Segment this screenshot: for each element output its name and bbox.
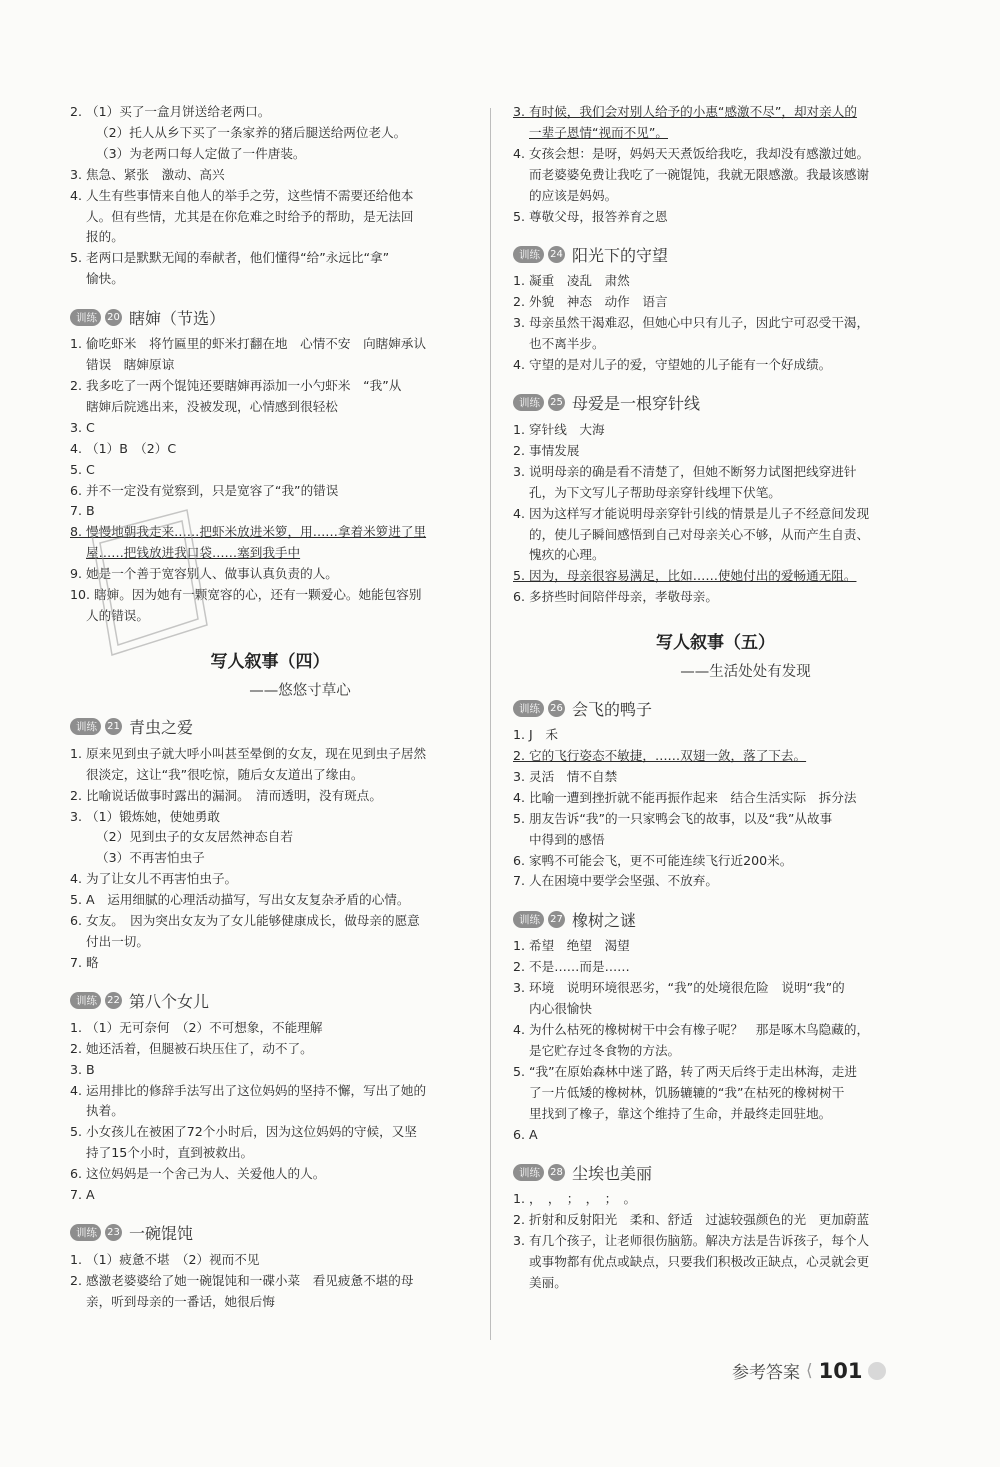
answer-text: 了一片低矮的橡树林，饥肠辘辘的“我”在枯死的橡树树干 [529, 1084, 845, 1100]
answer-line [70, 1122, 470, 1143]
answer-line [70, 1250, 470, 1271]
section-title: 会飞的鸭子 [572, 699, 653, 719]
answer-text: 里找到了橡子，靠这个维持了生命，并最终走回驻地。 [529, 1105, 832, 1121]
answer-text: 1. 希望 绝望 渴望 [513, 938, 630, 954]
answer-text: 2. （1）买了一盒月饼送给老两口。 [70, 104, 271, 119]
training-badge: 训练 [513, 246, 544, 263]
answer-line [513, 207, 918, 228]
answer-text: 或事物都有优点或缺点，只要我们积极改正缺点，心灵就会更 [529, 1254, 870, 1270]
answer-line [70, 911, 470, 932]
answer-line [70, 869, 470, 890]
answer-line [513, 566, 918, 587]
answer-line [70, 1164, 470, 1185]
answer-line [513, 165, 918, 186]
answer-text: （2）托人从乡下买了一条家养的猪后腿送给两位老人。 [96, 124, 407, 140]
answer-text: 3. C [70, 419, 95, 435]
answer-text: 2. 比喻说话做事时露出的漏洞。 清而透明，没有斑点。 [70, 787, 382, 803]
exercise-number: 21 [105, 718, 122, 735]
training-badge: 训练 [513, 911, 544, 928]
answer-line [513, 483, 918, 504]
answer-text: 6. 女友。 因为突出女友为了女儿能够健康成长，做母亲的愿意 [70, 913, 420, 929]
section-header [513, 697, 918, 719]
page-number: 101 [818, 1358, 863, 1383]
answer-line [513, 420, 918, 441]
answer-text: 6. 家鸭不可能会飞，更不可能连续飞行近200米。 [513, 852, 793, 868]
answer-line [70, 932, 470, 953]
answer-line [70, 501, 470, 522]
answer-line [513, 1189, 918, 1210]
answer-line [70, 953, 470, 974]
answer-text: 屋……把钱放进我口袋……塞到我手中 [86, 545, 301, 561]
answer-text: 1. 穿针线 大海 [513, 421, 605, 437]
answer-text: 愉快。 [86, 271, 124, 287]
answer-line [513, 788, 918, 809]
answer-line [70, 227, 470, 248]
answer-line [70, 376, 470, 397]
answer-text: 4. 运用排比的修辞手法写出了这位妈妈的坚持不懈，写出了她的 [70, 1082, 427, 1098]
footer-label: 参考答案 [732, 1363, 800, 1383]
answer-line [70, 102, 470, 123]
answer-line [513, 292, 918, 313]
training-badge: 训练 [513, 700, 544, 717]
section-header [70, 1222, 470, 1244]
answer-text: 7. A [70, 1187, 95, 1203]
section-header [70, 306, 470, 328]
answer-line [70, 585, 470, 606]
answer-line [513, 504, 918, 525]
answer-text: 1. 偷吃虾米 将竹匾里的虾米打翻在地 心情不安 向瞎婶承认 [70, 336, 427, 352]
answer-text: 3. 有时候，我们会对别人给予的小惠“感激不尽”，却对亲人的 [513, 104, 857, 119]
answer-line [70, 543, 470, 564]
answer-line [513, 1210, 918, 1231]
answer-text: 2. 不是……而是…… [513, 959, 630, 975]
exercise-number: 20 [105, 309, 122, 326]
answer-text: 4. 人生有些事情来自他人的举手之劳，这些情不需要还给他本 [70, 187, 414, 203]
answer-text: 3. B [70, 1061, 95, 1077]
answer-text: 孔，为下文写儿子帮助母亲穿针线埋下伏笔。 [529, 484, 781, 500]
answer-text: 5. 因为，母亲很容易满足，比如……使她付出的爱畅通无阻。 [513, 568, 857, 584]
unit-heading [513, 628, 918, 681]
answer-text: 3. 说明母亲的确是看不清楚了，但她不断努力试图把线穿进针 [513, 463, 857, 479]
answer-line [513, 936, 918, 957]
answer-text: 5. C [70, 461, 95, 477]
answer-line [70, 165, 470, 186]
answer-line [70, 765, 470, 786]
answer-text: 是它贮存过冬食物的方法。 [529, 1042, 681, 1058]
answer-line [513, 545, 918, 566]
answer-text: 也不离半步。 [529, 336, 605, 352]
section-title: 阳光下的守望 [572, 245, 669, 265]
answer-line [70, 334, 470, 355]
answer-text: 持了15个小时，直到被救出。 [86, 1145, 254, 1161]
exercise-number: 24 [548, 246, 565, 263]
training-badge: 训练 [70, 718, 101, 735]
section-header [513, 908, 918, 930]
answer-line [70, 1039, 470, 1060]
answer-text: 错误 瞎婶原谅 [86, 357, 175, 373]
section-title: 尘埃也美丽 [572, 1163, 653, 1183]
answer-line [513, 123, 918, 144]
answer-text: 人。但有些情，尤其是在你危难之时给予的帮助，是无法回 [86, 208, 414, 224]
answer-text: 报的。 [86, 229, 124, 245]
answer-text: （3）不再害怕虫子 [96, 850, 205, 866]
answer-text: 10. 瞎婶。因为她有一颗宽容的心，还有一颗爱心。她能包容别 [70, 587, 422, 603]
answer-text: 一辈子恩情“视而不见”。 [529, 124, 668, 140]
answer-text: 6. 多挤些时间陪伴母亲，孝敬母亲。 [513, 589, 718, 605]
answer-line [513, 313, 918, 334]
training-badge: 训练 [70, 1224, 101, 1241]
answer-line [513, 957, 918, 978]
answer-line [513, 767, 918, 788]
answer-line [70, 744, 470, 765]
answer-text: （2）见到虫子的女友居然神态自若 [96, 829, 293, 845]
exercise-number: 28 [548, 1164, 565, 1181]
answer-line [513, 102, 918, 123]
answer-line [513, 1041, 918, 1062]
unit-subtitle: ——生活处处有发现 [680, 664, 811, 681]
answer-text: 美丽。 [529, 1275, 567, 1291]
answer-text: 愧疚的心理。 [529, 547, 605, 563]
answer-text: 2. 外貌 神态 动作 语言 [513, 294, 668, 310]
answer-text: 1. 凝重 凌乱 肃然 [513, 273, 630, 289]
answer-text: 瞎婶后院逃出来，没被发现，心情感到很轻松 [86, 398, 338, 414]
answer-text: 3. 焦急、紧张 激动、高兴 [70, 166, 225, 182]
answer-text: 1. ， ， ； ， ； 。 [513, 1191, 637, 1207]
answer-text: 人的错误。 [86, 607, 149, 623]
answer-text: 1. （1）疲惫不堪 （2）视而不见 [70, 1251, 260, 1267]
answer-text: 而老婆婆免费让我吃了一碗馄饨，我就无限感激。我最该感谢 [529, 166, 870, 182]
answer-text: 4. 守望的是对儿子的爱，守望她的儿子能有一个好成绩。 [513, 357, 832, 373]
answer-line [513, 999, 918, 1020]
answer-text: 很淡定，这让“我”很吃惊，随后女友道出了缘由。 [86, 766, 364, 782]
left-column [70, 102, 470, 1313]
answer-text: 5. “我”在原始森林中迷了路，转了两天后终于走出林海，走进 [513, 1063, 857, 1079]
answer-line [70, 1292, 470, 1313]
answer-text: 2. 我多吃了一两个馄饨还要瞎婶再添加一小勺虾米 “我”从 [70, 377, 402, 393]
answer-text: 5. A 运用细腻的心理活动描写，写出女友复杂矛盾的心情。 [70, 892, 410, 908]
answer-line [513, 1104, 918, 1125]
answer-line [513, 978, 918, 999]
answer-text: 2. 折射和反射阳光 柔和、舒适 过滤较强颜色的光 更加蔚蓝 [513, 1212, 870, 1228]
answer-text: 8. 慢慢地朝我走来……把虾米放进米箩，用……拿着米箩进了里 [70, 524, 427, 540]
answer-text: 付出一切。 [86, 934, 149, 949]
exercise-number: 26 [548, 700, 565, 717]
answer-line [70, 1018, 470, 1039]
answer-text: 2. 她还活着，但腿被石块压住了，动不了。 [70, 1040, 313, 1056]
right-column [513, 102, 918, 1294]
training-badge: 训练 [70, 309, 101, 326]
answer-line [70, 564, 470, 585]
answer-text: （3）为老两口每人定做了一件唐装。 [96, 145, 306, 161]
answer-text: 6. A [513, 1126, 538, 1142]
answer-line [513, 1231, 918, 1252]
answer-text: 内心很愉快 [529, 1001, 592, 1017]
answer-line [513, 587, 918, 608]
answer-text: 4. 比喻一遭到挫折就不能再振作起来 结合生活实际 拆分法 [513, 789, 857, 805]
answer-line [513, 725, 918, 746]
answer-text: 3. 有几个孩子，让老师很伤脑筋。解决方法是告诉孩子，每个人 [513, 1233, 870, 1249]
answer-text: 5. 尊敬父母，报答养育之恩 [513, 208, 668, 224]
answer-text: 7. 略 [70, 954, 99, 970]
unit-title: 写人叙事（五） [656, 633, 775, 654]
unit-subtitle: ——悠悠寸草心 [249, 682, 351, 699]
answer-line [513, 1252, 918, 1273]
section-header [70, 716, 470, 738]
section-header [513, 392, 918, 414]
answer-text: 1. 原来见到虫子就大呼小叫甚至晕倒的女友，现在见到虫子居然 [70, 745, 427, 761]
answer-line [70, 397, 470, 418]
answer-text: 6. 并不一定没有觉察到，只是宽容了“我”的错误 [70, 482, 339, 498]
answer-text: 7. 人在困境中要学会坚强、不放弃。 [513, 873, 718, 889]
section-title: 一碗馄饨 [129, 1224, 194, 1244]
footer-separator: ⟨ [806, 1360, 813, 1381]
section-title: 橡树之谜 [572, 910, 637, 930]
section-header [513, 1161, 918, 1183]
answer-line [70, 123, 470, 144]
answer-text: 4. 女孩会想：是呀，妈妈天天煮饭给我吃，我却没有感激过她。 [513, 145, 870, 161]
answer-line [513, 1020, 918, 1041]
answer-line [70, 481, 470, 502]
answer-line [70, 1271, 470, 1292]
answer-line [513, 186, 918, 207]
answer-line [70, 144, 470, 165]
section-title: 第八个女儿 [129, 992, 210, 1012]
unit-title: 写人叙事（四） [210, 651, 330, 672]
answer-text: 5. 老两口是默默无闻的奉献者，他们懂得“给”永远比“拿” [70, 250, 390, 266]
answer-line [513, 271, 918, 292]
answer-line [70, 1060, 470, 1081]
training-badge: 训练 [70, 992, 101, 1009]
answer-line [70, 890, 470, 911]
answer-line [513, 462, 918, 483]
answer-line [70, 827, 470, 848]
answer-line [513, 871, 918, 892]
answer-line [70, 606, 470, 627]
answer-line [70, 522, 470, 543]
answer-line [70, 848, 470, 869]
page-dot-icon [868, 1362, 886, 1380]
answer-text: 的，使儿子瞬间感悟到自己对母亲关心不够，从而产生自责、 [529, 526, 870, 542]
answer-text: 执着。 [86, 1103, 124, 1119]
answer-text: 4. 因为这样写才能说明母亲穿针引线的情景是儿子不经意间发现 [513, 505, 870, 521]
answer-line [513, 851, 918, 872]
answer-line [513, 809, 918, 830]
answer-line [513, 1125, 918, 1146]
answer-text: 3. 母亲虽然干渴难忍，但她心中只有儿子，因此宁可忍受干渴， [513, 315, 870, 331]
answer-text: 中得到的感悟 [529, 831, 605, 847]
answer-text: 2. 事情发展 [513, 442, 580, 458]
answer-line [70, 1185, 470, 1206]
column-divider [490, 108, 491, 1340]
answer-line [70, 207, 470, 228]
answer-line [513, 1273, 918, 1294]
answer-line [70, 1143, 470, 1164]
answer-text: 4. （1）B （2）C [70, 440, 177, 456]
answer-line [513, 355, 918, 376]
answer-line [513, 144, 918, 165]
answer-line [513, 1062, 918, 1083]
answer-text: 1. J 禾 [513, 727, 558, 743]
training-badge: 训练 [513, 394, 544, 411]
answer-text: 9. 她是一个善于宽容别人、做事认真负责的人。 [70, 566, 338, 582]
section-title: 瞎婶（节选） [129, 308, 226, 328]
exercise-number: 22 [105, 992, 122, 1009]
answer-line [70, 439, 470, 460]
training-badge: 训练 [513, 1164, 544, 1181]
answer-text: 的应该是妈妈。 [529, 187, 618, 203]
answer-line [70, 1101, 470, 1122]
exercise-number: 23 [105, 1224, 122, 1241]
answer-text: 4. 为什么枯死的橡树树干中会有橡子呢？ 那是啄木鸟隐藏的， [513, 1022, 870, 1037]
answer-text: 3. （1）锻炼她，使她勇敢 [70, 808, 220, 824]
answer-text: 5. 小女孩儿在被困了72个小时后，因为这位妈妈的守候，又坚 [70, 1124, 417, 1140]
exercise-number: 27 [548, 911, 565, 928]
section-title: 母爱是一根穿针线 [572, 394, 701, 414]
answer-line [70, 786, 470, 807]
answer-line [513, 334, 918, 355]
answer-text: 6. 这位妈妈是一个舍己为人、关爱他人的人。 [70, 1166, 326, 1182]
answer-line [70, 807, 470, 828]
answer-text: 5. 朋友告诉“我”的一只家鸭会飞的故事，以及“我”从故事 [513, 810, 833, 826]
answer-line [70, 269, 470, 290]
answer-text: 2. 感激老婆婆给了她一碗馄饨和一碟小菜 看见疲惫不堪的母 [70, 1272, 414, 1288]
answer-text: 2. 它的飞行姿态不敏捷，……双翅一敛，落了下去。 [513, 748, 807, 764]
answer-text: 4. 为了让女儿不再害怕虫子。 [70, 871, 238, 887]
exercise-number: 25 [548, 394, 565, 411]
answer-line [70, 460, 470, 481]
answer-line [70, 1081, 470, 1102]
section-header [70, 990, 470, 1012]
answer-line [513, 441, 918, 462]
answer-line [513, 746, 918, 767]
answer-line [513, 525, 918, 546]
answer-text: 3. 环境 说明环境很恶劣，“我”的处境很危险 说明“我”的 [513, 980, 845, 996]
answer-line [513, 830, 918, 851]
answer-text: 1. （1）无可奈何 （2）不可想象，不能理解 [70, 1019, 323, 1035]
unit-heading [70, 647, 470, 700]
answer-line [70, 248, 470, 269]
answer-line [70, 186, 470, 207]
answer-text: 7. B [70, 503, 95, 519]
answer-line [513, 1083, 918, 1104]
page-footer [732, 1358, 886, 1383]
section-header [513, 243, 918, 265]
section-title: 青虫之爱 [129, 718, 194, 738]
answer-text: 亲，听到母亲的一番话，她很后悔 [86, 1293, 275, 1309]
answer-line [70, 355, 470, 376]
answer-text: 3. 灵活 情不自禁 [513, 768, 618, 784]
answer-line [70, 418, 470, 439]
